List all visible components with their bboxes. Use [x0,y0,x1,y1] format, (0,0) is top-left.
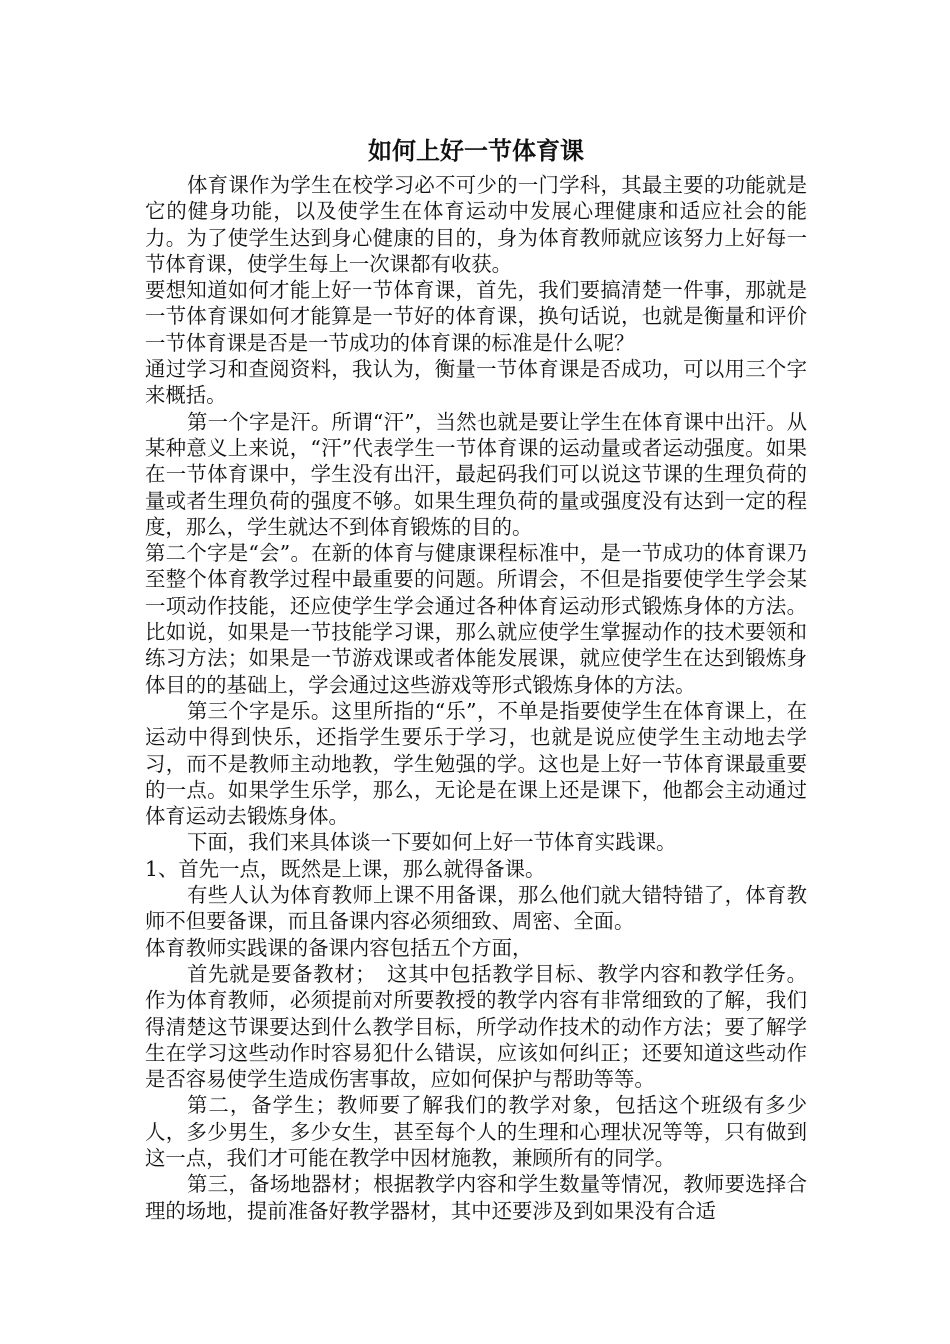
paragraph: 体育教师实践课的备课内容包括五个方面， [145,935,533,960]
paragraph: 下面，我们来具体谈一下要如何上好一节体育实践课。 [187,830,677,855]
paragraph-list [145,172,807,1224]
paragraph: 第二个字是“会”。在新的体育与健康课程标准中，是一节成功的体育课乃至整个体育教学过程中最重要的问题。所谓会，不但是指要使学生学会某一项动作技能，还应使学生学会通过各种体育运动形式锻炼身体的方法。比如说，如果是一节技能学习课，那么就应使学生掌握动作的技术要领和练习方法；如果是一节游戏课或者体能发展课，就应使学生在达到锻炼身体目的的基础上，学会通过这些游戏等形式锻炼身体的方法。 [145,541,807,697]
paragraph: 通过学习和查阅资料，我认为，衡量一节体育课是否成功，可以用三个字来概括。 [145,357,807,408]
paragraph: 第一个字是汗。所谓“汗”，当然也就是要让学生在体育课中出汗。从某种意义上来说，“汗”代表学生一节体育课的运动量或者运动强度。如果在一节体育课中，学生没有出汗，最起码我们可以说这节课的生理负荷的量或者生理负荷的强度不够。如果生理负荷的量或强度没有达到一定的程度，那么，学生就达不到体育锻炼的目的。 [145,409,807,539]
paragraph: 要想知道如何才能上好一节体育课，首先，我们要搞清楚一件事，那就是一节体育课如何才能算是一节好的体育课，换句话说，也就是衡量和评价一节体育课是否是一节成功的体育课的标准是什么呢？ [145,278,807,355]
document-title: 如何上好一节体育课 [368,137,584,165]
paragraph: 首先就是要备教材； 这其中包括教学目标、教学内容和教学任务。作为体育教师，必须提前对所要教授的教学内容有非常细致的了解，我们得清楚这节课要达到什么教学目标，所学动作技术的动作方法；要了解学生在学习这些动作时容易犯什么错误，应该如何纠正；还要知道这些动作是否容易使学生造成伤害事故，应如何保护与帮助等等。 [145,961,807,1092]
paragraph: 第三个字是乐。这里所指的“乐”，不单是指要使学生在体育课上，在运动中得到快乐，还指学生要乐于学习，也就是说应使学生主动地去学习，而不是教师主动地教，学生勉强的学。这也是上好一节体育课最重要的一点。如果学生乐学，那么，无论是在课上还是课下，他都会主动通过体育运动去锻炼身体。 [145,698,807,829]
document-body [145,134,807,1224]
paragraph: 第二，备学生；教师要了解我们的教学对象，包括这个班级有多少人，多少男生，多少女生，甚至每个人的生理和心理状况等等，只有做到这一点，我们才可能在教学中因材施教，兼顾所有的同学。 [145,1093,807,1170]
paragraph: 1、首先一点，既然是上课，那么就得备课。 [145,856,546,881]
paragraph: 第三，备场地器材；根据教学内容和学生数量等情况，教师要选择合理的场地，提前准备好教学器材，其中还要涉及到如果没有合适 [145,1172,807,1223]
paragraph: 有些人认为体育教师上课不用备课，那么他们就大错特错了，体育教师不但要备课，而且备课内容必须细致、周密、全面。 [145,883,807,934]
paragraph: 体育课作为学生在校学习必不可少的一门学科，其最主要的功能就是它的健身功能，以及使学生在体育运动中发展心理健康和适应社会的能力。为了使学生达到身心健康的目的，身为体育教师就应该努力上好每一节体育课，使学生每上一次课都有收获。 [145,173,807,276]
